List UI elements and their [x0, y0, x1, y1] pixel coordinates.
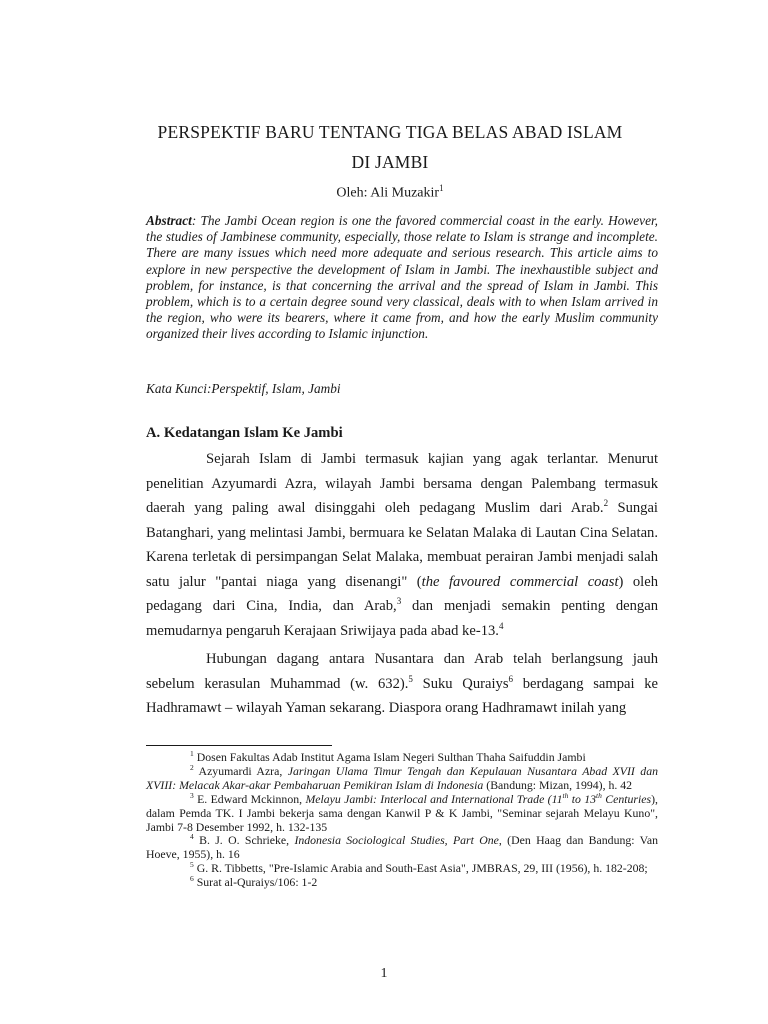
- footnote-3-title-c: to 13: [568, 791, 597, 806]
- footnote-4-text-c: , (Den Haag dan Bandung: Van Hoeve, 1955), h. 16: [146, 833, 658, 862]
- footnote-ref-4: 4: [498, 620, 504, 631]
- footnote-2-text-c: (Bandung: Mizan, 1994), h. 42: [483, 777, 633, 792]
- footnote-ref-3: 3: [396, 596, 402, 607]
- footnote-3: [146, 790, 658, 835]
- footnote-1: [146, 751, 658, 765]
- footnote-3-sup-th-1: th: [562, 790, 569, 800]
- footnote-divider: [146, 745, 332, 746]
- footnotes: [146, 751, 658, 890]
- footnote-3-text-a: E. Edward Mckinnon,: [193, 791, 306, 806]
- page-number: 1: [380, 966, 388, 981]
- paragraph-1-text-d: ) oleh pedagang dari Cina, India, dan Arab,: [146, 573, 659, 614]
- footnote-3-sup-th-2: th: [596, 790, 602, 800]
- footnote-3-title-a: Melayu Jambi: Interlocal and International Trade (11: [305, 791, 563, 806]
- footnote-5-number: 5: [190, 860, 194, 870]
- footnote-4: [146, 834, 658, 862]
- footnote-2-title: Jaringan Ulama Timur Tengah dan Kepulauan Nusantara Abad XVII dan XVIII: Melacak Akar-akar Pembaharuan Pemikiran Islam di Indonesia: [146, 763, 658, 792]
- paragraph-1: [146, 447, 658, 643]
- paragraph-1-text-a: Sejarah Islam di Jambi termasuk kajian yang agak terlantar. Menurut penelitian Azyumardi Azra, wilayah Jambi bersama dengan Palembang termasuk daerah yang paling awal disinggahi oleh pedagang Muslim dari Arab.: [146, 451, 658, 516]
- footnote-1-text: Dosen Fakultas Adab Institut Agama Islam Negeri Sulthan Thaha Saifuddin Jambi: [193, 750, 586, 764]
- paragraph-2: [146, 647, 658, 721]
- footnote-6-text: Surat al-Quraiys/106: 1-2: [193, 875, 318, 890]
- footnote-5-text: G. R. Tibbetts, "Pre-Islamic Arabia and South-East Asia", JMBRAS, 29, III (1956), h. 182-208;: [193, 861, 648, 876]
- paragraph-1-text-b: Sungai Batanghari, yang melintasi Jambi, bermuara ke Selatan Malaka di Lautan Cina Selatan. Karena terletak di persimpangan Selat Malaka, membuat perairan Jambi menjadi salah satu jalur "pantai niaga yang disenangi" (: [146, 500, 658, 590]
- footnote-2-number: 2: [190, 762, 194, 772]
- footnote-ref-5: 5: [408, 673, 413, 684]
- paragraph-2-text-c: berdagang sampai ke Hadhramawt – wilayah Yaman sekarang. Diaspora orang Hadhramawt inilah yang: [146, 675, 659, 716]
- footnote-1-number: 1: [190, 749, 194, 759]
- abstract: [146, 213, 658, 343]
- author-footnote-ref: 1: [439, 183, 444, 193]
- abstract-text: : The Jambi Ocean region is one the favored commercial coast in the early. However, the studies of Jambinese community, especially, those relate to Islam is strange and incomplete. There are many issues which need more adequate and serious research. This article aims to explore in new perspective the development of Islam in Jambi. The inexhaustible subject and problem, for instance, is that concerning the arrival and the spread of Islam in Jambi. This problem, which is to a certain degree sound very classical, deals with to when Islam arrived in the region, who were its bearers, where it came from, and how the early Muslim community organized their lives according to Islamic injunction.: [146, 213, 658, 342]
- footnote-6: [146, 876, 658, 890]
- footnote-4-number: 4: [190, 832, 194, 842]
- footnote-4-title: Indonesia Sociological Studies, Part One: [294, 833, 499, 848]
- author-name: Oleh: Ali Muzakir: [336, 185, 440, 201]
- paragraph-1-text-e: dan menjadi semakin penting dengan memudarnya pengaruh Kerajaan Sriwijaya pada abad ke-13.: [146, 598, 658, 639]
- paragraph-1-italic: the favoured commercial coast: [421, 573, 619, 590]
- author-line: [120, 183, 660, 202]
- section-heading: A. Kedatangan Islam Ke Jambi: [146, 425, 343, 441]
- footnote-4-text-a: B. J. O. Schrieke,: [193, 833, 295, 848]
- footnote-ref-2: 2: [603, 498, 609, 509]
- footnote-2-text-a: Azyumardi Azra,: [193, 763, 288, 778]
- footnote-6-number: 6: [190, 874, 194, 884]
- paragraph-2-text-a: Hubungan dagang antara Nusantara dan Arab telah berlangsung jauh sebelum kerasulan Muhammad (w. 632).: [146, 651, 658, 692]
- footnote-3-number: 3: [190, 790, 194, 800]
- footnote-3-text-e: ), dalam Pemda TK. I Jambi bekerja sama dengan Kanwil P & K Jambi, "Seminar sejarah Melayu Kuno", Jambi 7-8 Desember 1992, h. 132-135: [146, 791, 658, 834]
- title-line-1: PERSPEKTIF BARU TENTANG TIGA BELAS ABAD ISLAM: [157, 122, 623, 142]
- footnote-3-title-d: Centuries: [601, 791, 652, 806]
- footnote-2: [146, 762, 658, 793]
- paragraph-2-text-b: Suku Quraiys: [412, 675, 509, 692]
- keywords: Kata Kunci:Perspektif, Islam, Jambi: [146, 381, 341, 396]
- title-line-2: DI JAMBI: [351, 152, 429, 172]
- footnote-ref-6: 6: [508, 673, 514, 684]
- abstract-label: Abstract: [146, 213, 192, 228]
